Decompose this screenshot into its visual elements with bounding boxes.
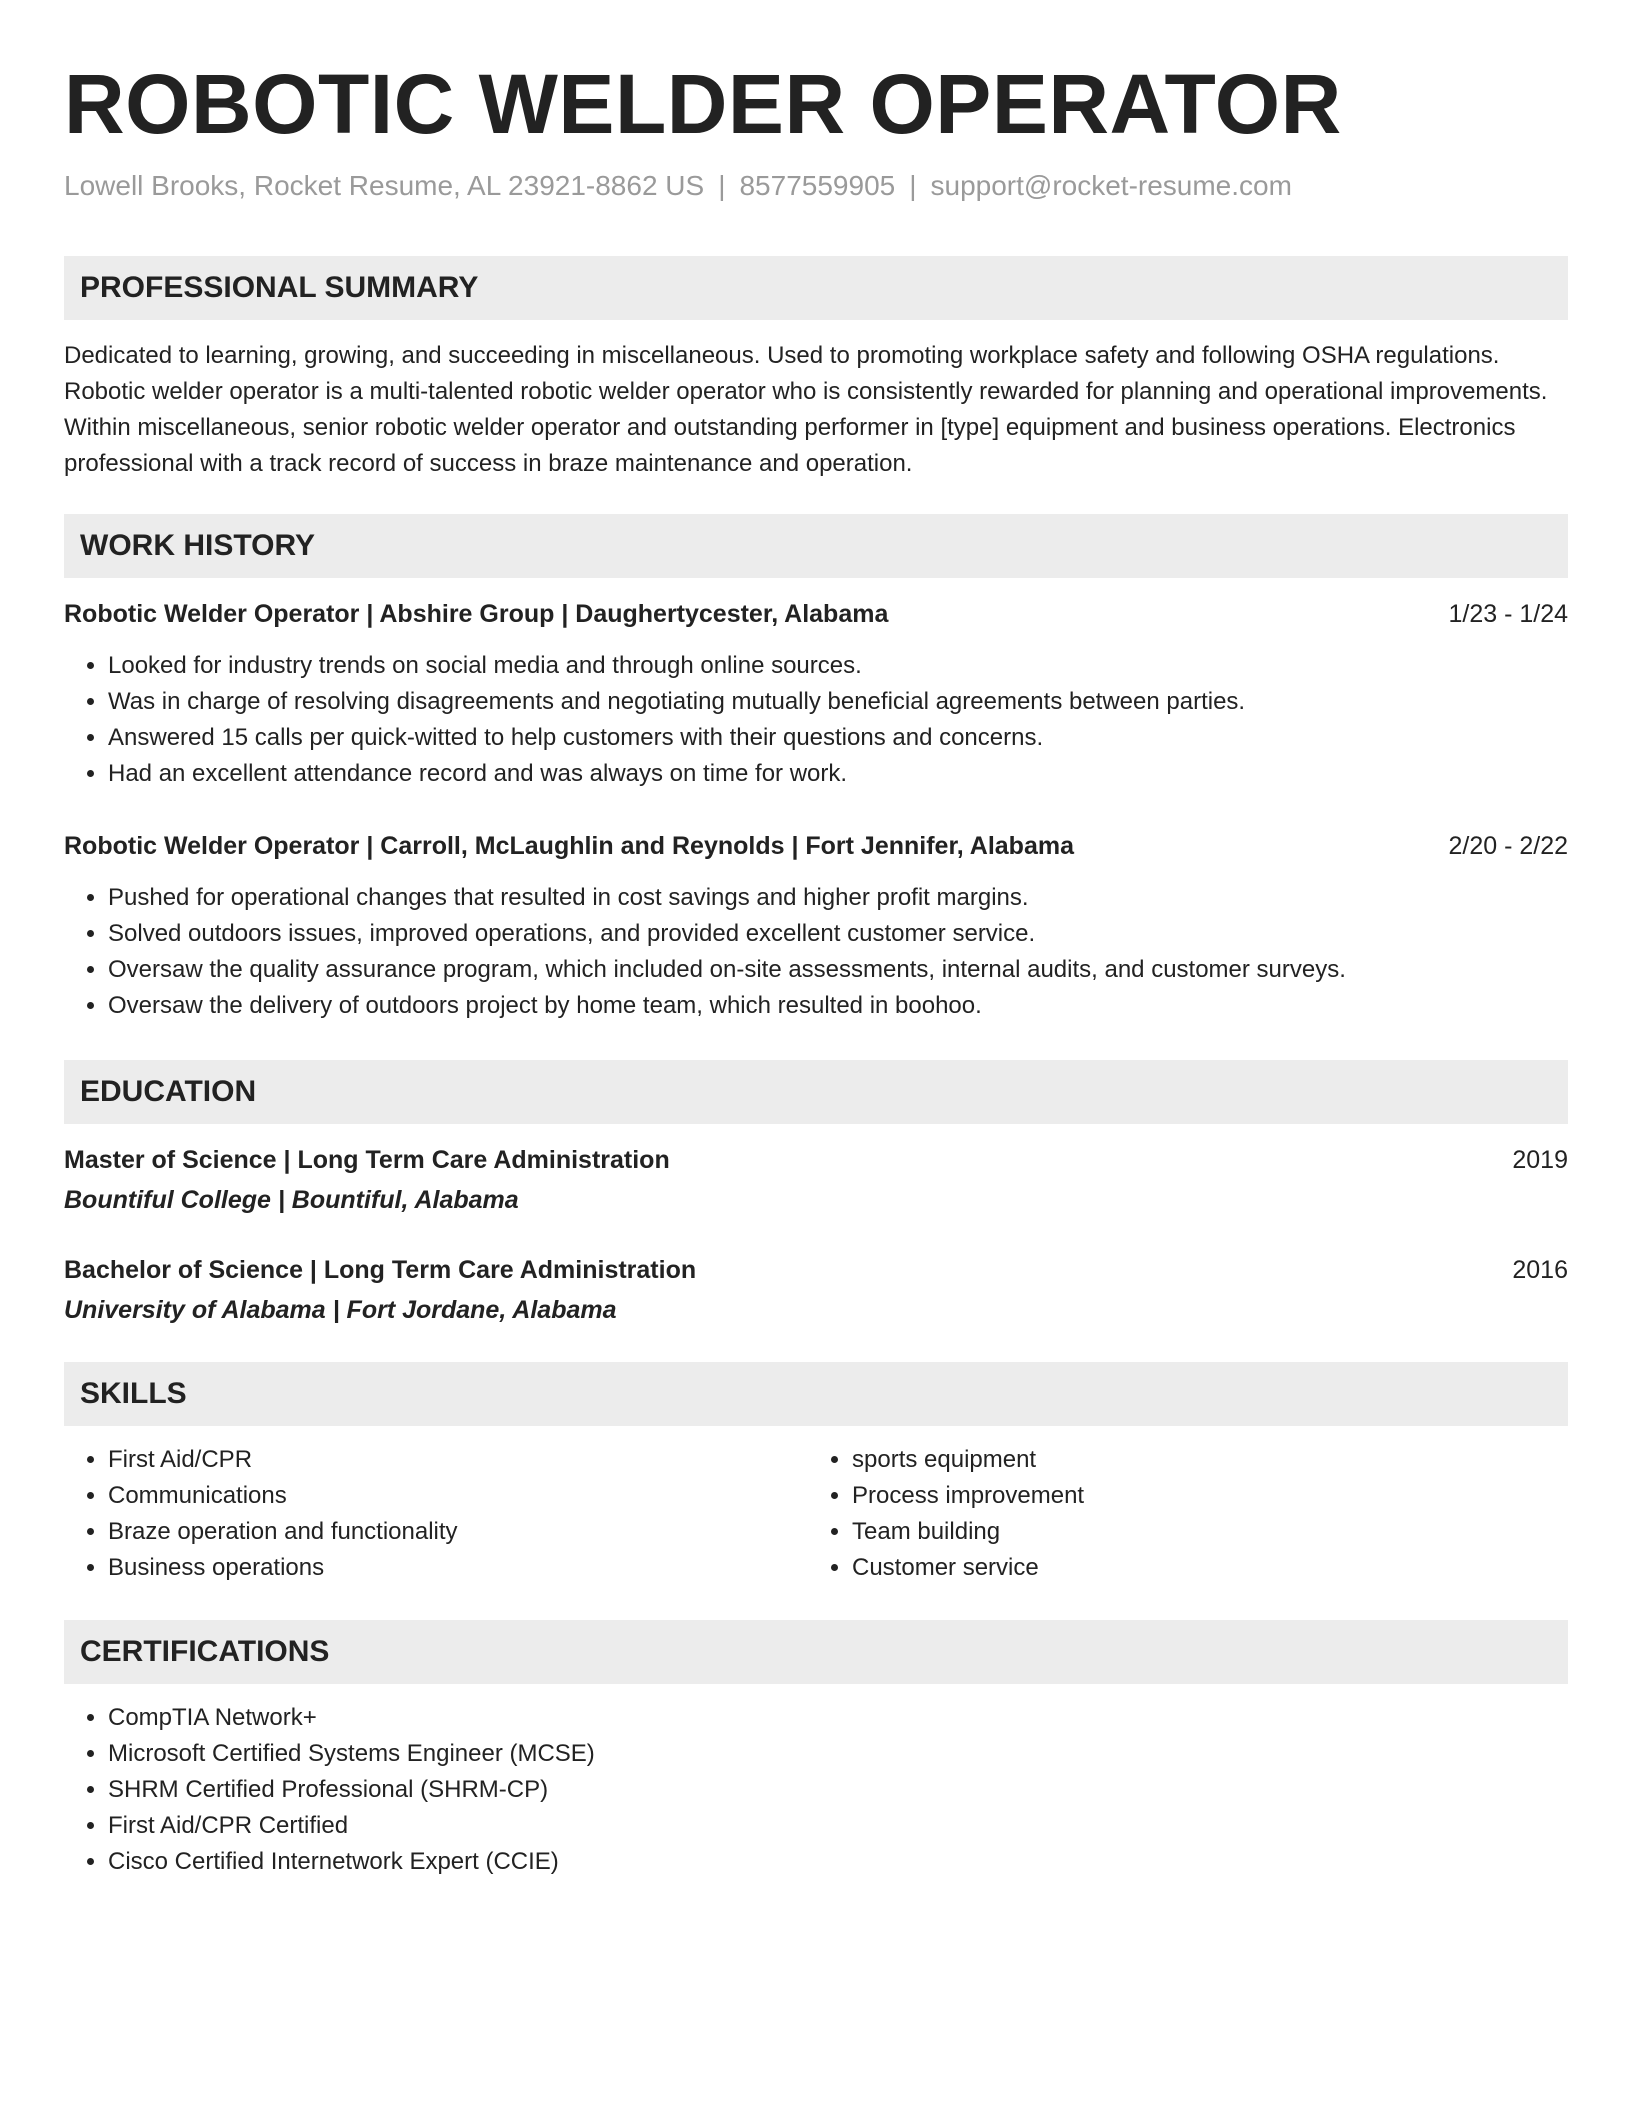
summary-text: Dedicated to learning, growing, and succeeding in miscellaneous. Used to promoting workplace safety and following OSHA regulations. Robotic welder operator is a multi-talented robotic welder operator who is consistently rewarded for planning and operational improvements. Within miscellaneous, senior robotic welder operator and outstanding performer in [type] equipment and business operations. Electronics professional with a track record of success in braze maintenance and operation. [64, 342, 1548, 477]
degree-year: 2016 [1512, 1256, 1568, 1284]
section-heading-certifications: CERTIFICATIONS [64, 1620, 1568, 1684]
certification-item: • Cisco Certified Internetwork Expert (CCIE) [108, 1844, 1568, 1880]
summary-section [64, 256, 1568, 482]
certification-item: • Microsoft Certified Systems Engineer (MCSE) [108, 1736, 1568, 1772]
job-title: Robotic Welder Operator | Abshire Group | Daughertycester, Alabama [64, 600, 889, 628]
education-entry [64, 1252, 1568, 1328]
certifications-section [64, 1620, 1568, 1880]
contact-line [64, 168, 1568, 204]
section-heading-skills: SKILLS [64, 1362, 1568, 1426]
school-name: Bountiful College | Bountiful, Alabama [64, 1186, 519, 1214]
skills-section [64, 1362, 1568, 1586]
skill-item: • Process improvement [852, 1478, 1552, 1514]
job-entry [64, 828, 1568, 1024]
section-heading-education: EDUCATION [64, 1060, 1568, 1124]
candidate-title: ROBOTIC WELDER OPERATOR [64, 57, 1342, 151]
job-bullets [64, 880, 1568, 1024]
school-name: University of Alabama | Fort Jordane, Alabama [64, 1296, 617, 1324]
degree-year: 2019 [1512, 1146, 1568, 1174]
section-heading-summary: PROFESSIONAL SUMMARY [64, 256, 1568, 320]
skills-list-left [64, 1442, 808, 1586]
job-dates: 1/23 - 1/24 [1448, 600, 1568, 628]
certification-item: • First Aid/CPR Certified [108, 1808, 1568, 1844]
skill-item: • Communications [108, 1478, 808, 1514]
certifications-list [64, 1700, 1568, 1880]
job-bullet: • Oversaw the delivery of outdoors project by home team, which resulted in boohoo. [108, 988, 1568, 1024]
job-bullet: • Had an excellent attendance record and was always on time for work. [108, 756, 1568, 792]
certification-item: • CompTIA Network+ [108, 1700, 1568, 1736]
skill-item: • Customer service [852, 1550, 1552, 1586]
contact-separator: | [718, 170, 726, 201]
resume-page [64, 0, 1568, 1880]
contact-phone: 8577559905 [739, 170, 896, 201]
skills-list-right [808, 1442, 1552, 1586]
certification-item: • SHRM Certified Professional (SHRM-CP) [108, 1772, 1568, 1808]
section-heading-work-history: WORK HISTORY [64, 514, 1568, 578]
work-history-section [64, 514, 1568, 1024]
job-title: Robotic Welder Operator | Carroll, McLaughlin and Reynolds | Fort Jennifer, Alabama [64, 832, 1074, 860]
job-bullet: • Looked for industry trends on social media and through online sources. [108, 648, 1568, 684]
job-dates: 2/20 - 2/22 [1448, 832, 1568, 860]
skill-item: • sports equipment [852, 1442, 1552, 1478]
degree-title: Bachelor of Science | Long Term Care Administration [64, 1256, 697, 1284]
skills-columns [64, 1442, 1568, 1586]
contact-separator: | [909, 170, 917, 201]
job-bullets [64, 648, 1568, 792]
education-section [64, 1060, 1568, 1328]
skill-item: • Business operations [108, 1550, 808, 1586]
job-bullet: • Pushed for operational changes that resulted in cost savings and higher profit margins. [108, 880, 1568, 916]
contact-address: Lowell Brooks, Rocket Resume, AL 23921-8862 US [64, 170, 705, 201]
contact-email: support@rocket-resume.com [930, 170, 1292, 201]
job-bullet: • Oversaw the quality assurance program, which included on-site assessments, internal audits, and customer surveys. [108, 952, 1568, 988]
job-bullet: • Answered 15 calls per quick-witted to help customers with their questions and concerns. [108, 720, 1568, 756]
degree-title: Master of Science | Long Term Care Administration [64, 1146, 670, 1174]
skill-item: • First Aid/CPR [108, 1442, 808, 1478]
skill-item: • Team building [852, 1514, 1552, 1550]
job-entry [64, 596, 1568, 792]
education-entry [64, 1142, 1568, 1218]
skill-item: • Braze operation and functionality [108, 1514, 808, 1550]
job-bullet: • Solved outdoors issues, improved operations, and provided excellent customer service. [108, 916, 1568, 952]
job-bullet: • Was in charge of resolving disagreements and negotiating mutually beneficial agreements between parties. [108, 684, 1568, 720]
